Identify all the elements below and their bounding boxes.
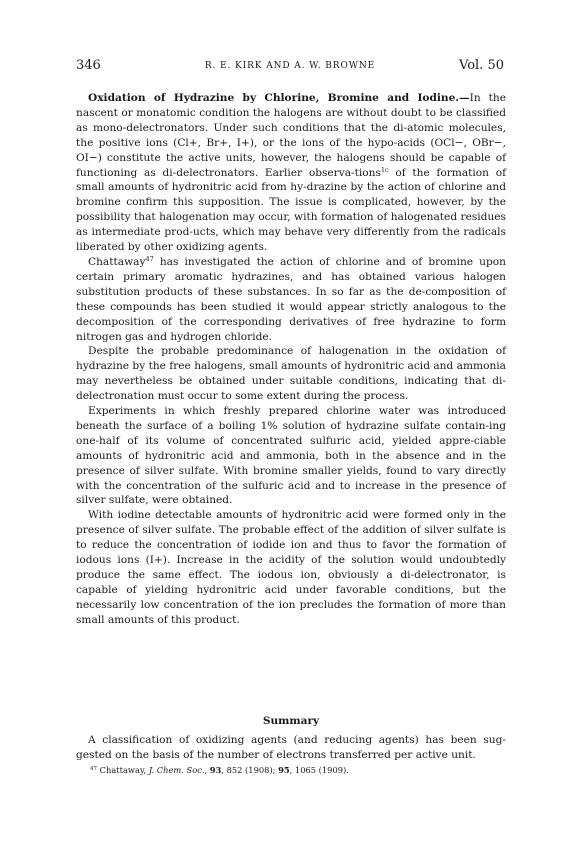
footnote: $^{47}$ Chattaway, J. Chem. Soc., 93, 852 (1908); 95, 1065 (1909). (90, 765, 349, 775)
section-oxidation-hydrazine (76, 91, 506, 628)
reference-marker: 47 (145, 254, 154, 263)
summary-section (76, 733, 506, 763)
section-heading: Oxidation of Hydrazine by Chlorine, Bromine and Iodine.— (88, 92, 470, 104)
journal-name: J. Chem. Soc. (148, 765, 205, 775)
page-number: 346 (76, 58, 101, 73)
summary-heading: Summary (262, 715, 320, 727)
paragraph: Despite the probable predominance of halogenation in the oxidation of hydrazine by the free halogens, small amounts of hydronitric acid and ammonia may nevertheless be obtained under suitable conditions, indicating that di-delectronation must occur to some extent during the process. (76, 345, 506, 403)
paragraph: A classification of oxidizing agents (and reducing agents) has been sug-gested on the basis of the number of electrons transferred per active unit. (76, 734, 506, 761)
paragraph: Chattaway$^{47}$ has investigated the action of chlorine and of bromine upon certain primary aromatic hydrazines, and has obtained various halogen substitution products of these substances. In so far as the de-composition of these compounds has been studied it would appear strictly analogous to the decomposition of the corresponding derivatives of free hydrazine to form nitrogen gas and hydrogen chloride. (76, 254, 506, 343)
footnote-number: 47 (90, 766, 97, 772)
volume-number: Vol. 50 (459, 58, 504, 73)
paragraph: With iodine detectable amounts of hydronitric acid were formed only in the presence of silver sulfate. The probable effect of the addition of silver sulfate is to reduce the concentration of iodide ion and thus to favor the formation of iodous ions (I+). Increase in the acidity of the solution would undoubtedly produce the same effect. The iodous ion, obviously a di-delectronator, is capable of yielding hydronitric acid under favorable conditions, but the necessarily low concentration of the ion precludes the formation of more than small amounts of this product. (76, 509, 506, 626)
paragraph: Oxidation of Hydrazine by Chlorine, Bromine and Iodine.—In the nascent or monatomic condition the halogens are without doubt to be classified as mono-delectronators. Under such conditions that the di-atomic molecules, the positive ions (Cl+, Br+, I+), or the ions of the hypo-acids (OCl−, OBr−, OI−) constitute the active units, however, the halogens should be capable of functioning as di-delectronators. Earlier observa-tions$^{1c}$ of the formation of small amounts of hydronitric acid from hy-drazine by the action of chlorine and bromine confirm this supposition. The issue is complicated, however, by the possibility that halogenation may occur, with formation of halogenated residues as intermediate prod-ucts, which may behave very differently from the radicals liberated by other oxidizing agents. (76, 92, 506, 254)
running-head (76, 58, 504, 74)
paragraph: Experiments in which freshly prepared chlorine water was introduced beneath the surface of a boiling 1% solution of hydrazine sulfate contain-ing one-half of its volume of concentrated sulfuric acid, yielded appre-ciable amounts of hydronitric acid and ammonia, both in the absence and in the presence of silver sulfate. With bromine smaller yields, found to vary directly with the concentration of the sulfuric acid and to increase in the presence of silver sulfate, were obtained. (76, 405, 506, 507)
running-head-authors: R. E. KIRK AND A. W. BROWNE (204, 61, 376, 71)
reference-marker: 1c (380, 165, 389, 174)
